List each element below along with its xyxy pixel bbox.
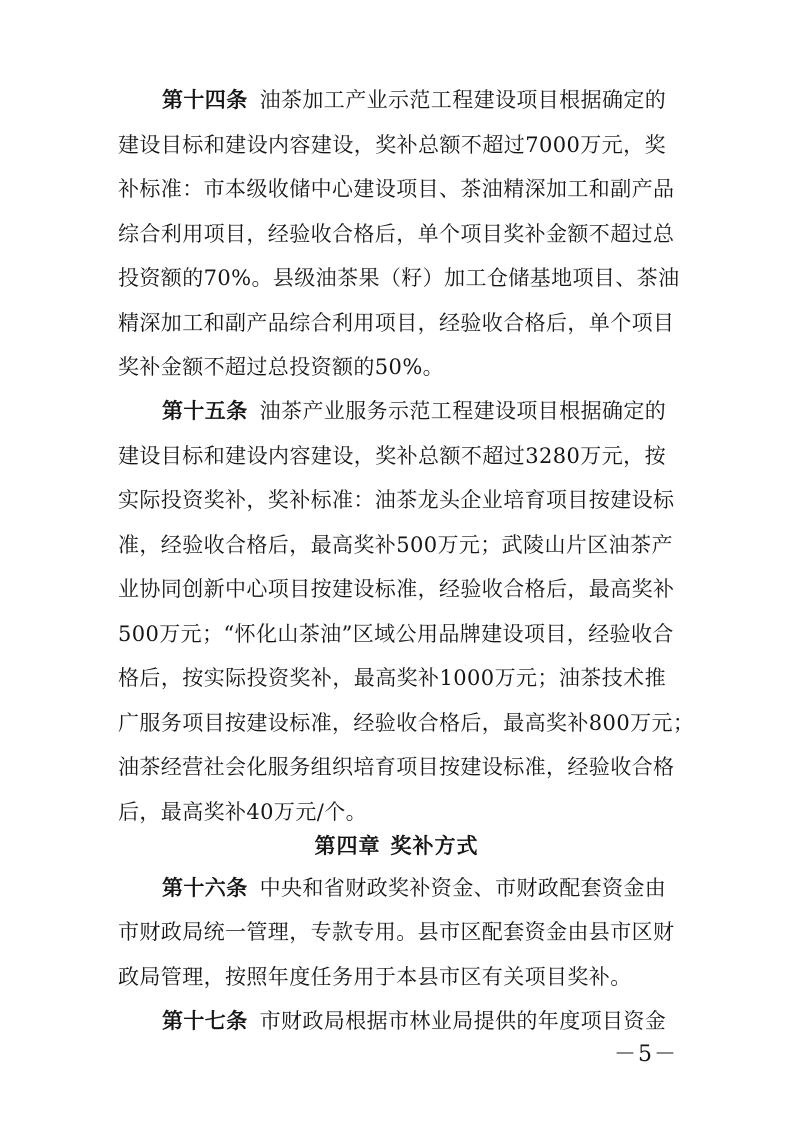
article-16-text: 中央和省财政奖补资金、市财政配套资金由 xyxy=(259,876,667,900)
article-15-line: 实际投资奖补，奖补标准：油茶龙头企业培育项目按建设标 xyxy=(118,488,675,512)
article-15-line: 广服务项目按建设标准，经验收合格后，最高奖补800万元； xyxy=(118,711,695,735)
article-14-line: 综合利用项目，经验收合格后，单个项目奖补金额不超过总 xyxy=(118,222,675,246)
article-15-label: 第十五条 xyxy=(162,398,248,423)
article-17-first-line xyxy=(118,1007,666,1035)
article-14-first-line xyxy=(118,86,666,114)
article-15-line: 油茶经营社会化服务组织培育项目按建设标准，经验收合格 xyxy=(118,755,675,779)
article-16-label: 第十六条 xyxy=(162,875,248,900)
article-16-first-line xyxy=(118,874,666,902)
article-15-first-line xyxy=(118,397,666,425)
article-15-text: 油茶产业服务示范工程建设项目根据确定的 xyxy=(259,399,667,423)
page-number: －5－ xyxy=(614,1042,678,1067)
article-16-line: 政局管理，按照年度任务用于本县市区有关项目奖补。 xyxy=(118,965,632,989)
article-17-label: 第十七条 xyxy=(162,1008,248,1033)
article-15-line: 建设目标和建设内容建设，奖补总额不超过3280万元，按 xyxy=(118,444,666,468)
chapter-heading xyxy=(0,832,793,860)
article-15-line: 格后，按实际投资奖补，最高奖补1000万元；油茶技术推 xyxy=(118,666,666,690)
article-17-text: 市财政局根据市林业局提供的年度项目资金 xyxy=(259,1009,667,1033)
article-14-label: 第十四条 xyxy=(162,87,248,112)
article-15-line: 后，最高奖补40万元/个。 xyxy=(118,800,367,824)
chapter-title: 奖补方式 xyxy=(390,834,479,858)
article-14-line: 奖补金额不超过总投资额的50%。 xyxy=(118,355,445,379)
article-14-line: 补标准：市本级收储中心建设项目、茶油精深加工和副产品 xyxy=(118,177,675,201)
article-14-line: 精深加工和副产品综合利用项目，经验收合格后，单个项目 xyxy=(118,311,675,335)
chapter-number: 第四章 xyxy=(314,834,381,858)
article-15-line: 业协同创新中心项目按建设标准，经验收合格后，最高奖补 xyxy=(118,577,675,601)
article-14-line: 建设目标和建设内容建设，奖补总额不超过7000万元，奖 xyxy=(118,133,666,157)
article-14-line: 投资额的70%。县级油茶果（籽）加工仓储基地项目、茶油 xyxy=(118,266,680,290)
article-14-text: 油茶加工产业示范工程建设项目根据确定的 xyxy=(259,88,667,112)
article-15-line: 500万元；“怀化山茶油”区域公用品牌建设项目，经验收合 xyxy=(118,622,674,646)
article-16-line: 市财政局统一管理，专款专用。县市区配套资金由县市区财 xyxy=(118,920,675,944)
article-15-line: 准，经验收合格后，最高奖补500万元；武陵山片区油茶产 xyxy=(118,533,673,557)
